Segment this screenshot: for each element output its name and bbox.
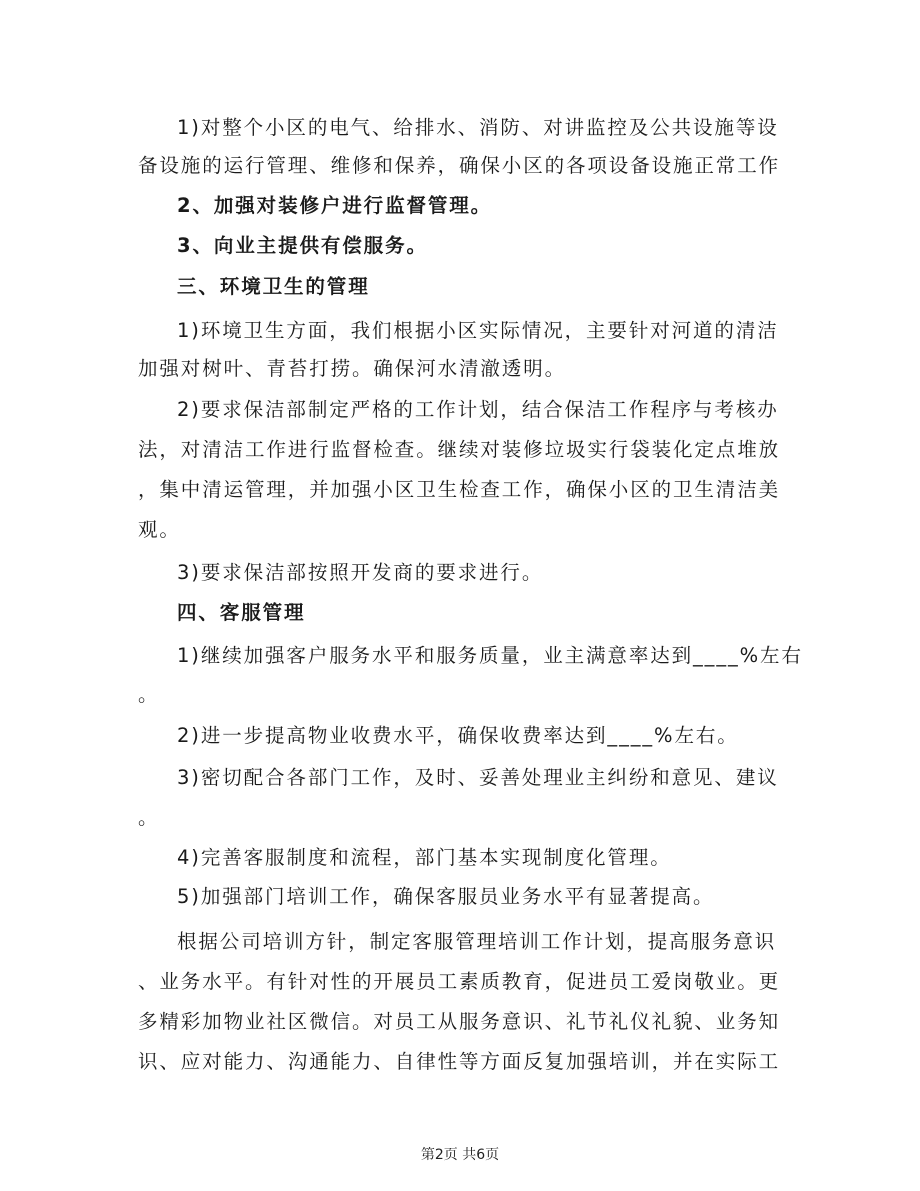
paragraph-line: 加强对树叶、青苔打捞。确保河水清澈透明。 <box>138 357 567 380</box>
paragraph-line: ，集中清运管理，并加强小区卫生检查工作，确保小区的卫生清洁美 <box>138 478 781 501</box>
section-heading: 2、加强对装修户进行监督管理。 <box>177 194 493 217</box>
paragraph-line: 2)要求保洁部制定严格的工作计划，结合保洁工作程序与考核办 <box>177 398 779 421</box>
section-heading: 三、环境卫生的管理 <box>177 275 370 298</box>
section-heading: 四、客服管理 <box>177 601 306 624</box>
paragraph-line: 1)对整个小区的电气、给排水、消防、对讲监控及公共设施等设 <box>177 116 779 139</box>
paragraph-line: 识、应对能力、沟通能力、自律性等方面反复加强培训，并在实际工 <box>138 1050 781 1073</box>
paragraph-line: 根据公司培训方针，制定客服管理培训工作计划，提高服务意识 <box>177 930 777 953</box>
paragraph-line: 5)加强部门培训工作，确保客服员业务水平有显著提高。 <box>177 885 715 908</box>
paragraph-line: 。 <box>138 683 160 706</box>
paragraph-line: 。 <box>138 806 160 829</box>
paragraph-line: 3)要求保洁部按照开发商的要求进行。 <box>177 561 544 584</box>
section-heading: 3、向业主提供有偿服务。 <box>177 234 428 257</box>
paragraph-line: 备设施的运行管理、维修和保养，确保小区的各项设备设施正常工作 <box>138 154 781 177</box>
paragraph-line: 、业务水平。有针对性的开展员工素质教育，促进员工爱岗敬业。更 <box>138 970 781 993</box>
paragraph-line: 2)进一步提高物业收费水平，确保收费率达到____%左右。 <box>177 724 739 747</box>
paragraph-line: 法，对清洁工作进行监督检查。继续对装修垃圾实行袋装化定点堆放 <box>138 438 781 461</box>
paragraph-line: 多精彩加物业社区微信。对员工从服务意识、礼节礼仪礼貌、业务知 <box>138 1010 781 1033</box>
paragraph-line: 1)继续加强客户服务水平和服务质量，业主满意率达到____%左右 <box>177 644 803 667</box>
paragraph-line: 1)环境卫生方面，我们根据小区实际情况，主要针对河道的清洁 <box>177 319 779 342</box>
paragraph-line: 3)密切配合各部门工作，及时、妥善处理业主纠纷和意见、建议 <box>177 766 779 789</box>
paragraph-line: 4)完善客服制度和流程，部门基本实现制度化管理。 <box>177 846 672 869</box>
page-number-footer: 第2页 共6页 <box>420 1147 500 1163</box>
paragraph-line: 观。 <box>138 518 181 541</box>
